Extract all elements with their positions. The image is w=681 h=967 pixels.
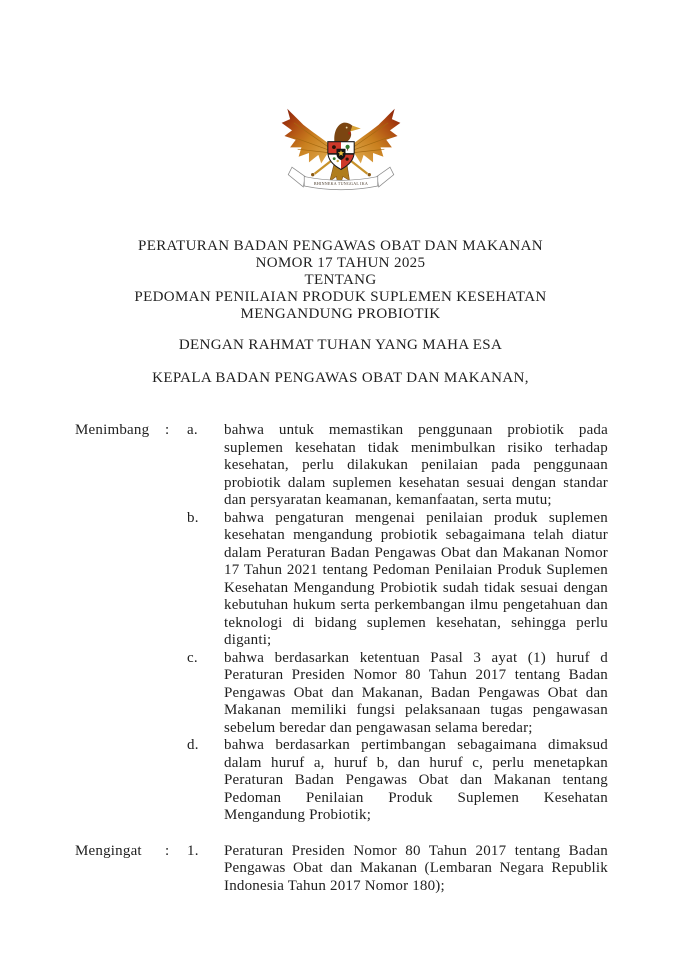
title-line-subject-2: MENGANDUNG PROBIOTIK <box>240 306 441 322</box>
document-body <box>75 422 681 895</box>
left-wing-icon <box>281 109 333 164</box>
item-marker: d. <box>187 737 199 753</box>
title-line-subject-1: PEDOMAN PENILAIAN PRODUK SUPLEMEN KESEHATAN <box>134 289 547 305</box>
section-menimbang <box>75 422 681 825</box>
list-item <box>187 843 608 896</box>
section-colon: : <box>165 422 170 438</box>
section-colon: : <box>165 842 170 859</box>
right-wing-icon <box>348 109 400 164</box>
item-text: Peraturan Presiden Nomor 80 Tahun 2017 tentang Badan Pengawas Obat dan Makanan (Lembaran Negara Republik Indonesia Tahun 2017 Nomor 180); <box>224 842 608 894</box>
list-item <box>187 650 608 738</box>
item-text: bahwa pengaturan mengenai penilaian produk suplemen kesehatan mengandung probiotik sebagaimana telah diatur dalam Peraturan Badan Pengawas Obat dan Makanan Nomor 17 Tahun 2021 tentang Pedoman Penilaian Produk Suplemen Kesehatan Mengandung Probiotik sudah tidak sesuai dengan kebutuhan hukum serta perkembangan ilmu pengetahuan dan teknologi di bidang suplemen kesehatan, sehingga perlu diganti; <box>224 509 608 648</box>
list-item <box>187 737 608 825</box>
list-item <box>187 510 608 650</box>
item-marker: c. <box>187 649 198 666</box>
section-label: Menimbang <box>75 422 150 438</box>
item-text: bahwa berdasarkan ketentuan Pasal 3 ayat (1) huruf d Peraturan Presiden Nomor 80 Tahun 2017 tentang Badan Pengawas Obat dan Makanan, Badan Pengawas Obat dan Makanan memiliki fungsi pelaksanaan tugas pengawasan sebelum beredar dan pengawasan selama beredar; <box>224 649 608 736</box>
item-marker: b. <box>187 509 199 526</box>
section-label: Mengingat <box>75 842 142 859</box>
title-line-regulation: PERATURAN BADAN PENGAWAS OBAT DAN MAKANAN <box>138 238 543 254</box>
garuda-pancasila-emblem <box>275 104 407 202</box>
motto-ribbon-text: BHINNEKA TUNGGAL IKA <box>313 181 368 187</box>
list-item <box>187 422 608 510</box>
pancasila-shield <box>327 142 353 170</box>
invocation-line: DENGAN RAHMAT TUHAN YANG MAHA ESA <box>178 337 503 353</box>
section-mengingat <box>75 843 681 896</box>
item-text: bahwa untuk memastikan penggunaan probiotik pada suplemen kesehatan tidak menimbulkan risiko terhadap kesehatan, perlu dilakukan penilaian pada penggunaan probiotik dalam suplemen kesehatan sesuai dengan standar dan persyaratan keamanan, kemanfaatan, serta mutu; <box>224 422 608 508</box>
authority-line: KEPALA BADAN PENGAWAS OBAT DAN MAKANAN, <box>152 370 529 386</box>
title-line-tentang: TENTANG <box>304 272 377 288</box>
item-marker: 1. <box>187 842 199 859</box>
item-text: bahwa berdasarkan pertimbangan sebagaimana dimaksud dalam huruf a, huruf b, dan huruf c, perlu menetapkan Peraturan Badan Pengawas Obat dan Makanan tentang Pedoman Penilaian Produk Suplemen Kesehatan Mengandung Probiotik; <box>224 737 608 823</box>
item-marker: a. <box>187 422 198 438</box>
document-title <box>0 238 681 323</box>
title-line-number: NOMOR 17 TAHUN 2025 <box>255 255 426 271</box>
